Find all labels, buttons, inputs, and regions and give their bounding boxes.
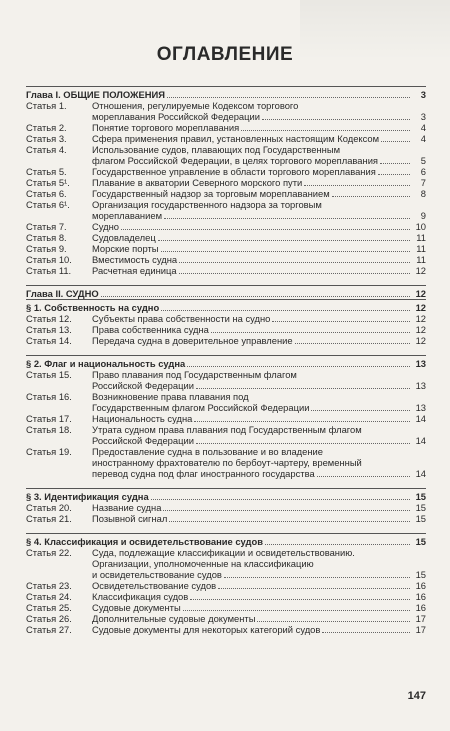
entry-title [92,380,412,391]
article-label: Статья 21. [26,513,72,524]
leader-dots [161,310,410,311]
entry-title [92,265,412,276]
entry-title-line: Классификация судов [92,591,189,602]
chapter-2-heading[interactable] [26,286,426,299]
leader-dots [381,141,410,142]
entry-title-line: Предоставление судна в пользование и во владение [92,446,323,457]
article-label: Статья 4. [26,144,67,155]
leader-dots [265,544,410,545]
entry-title [92,199,412,210]
entry-title-line: Расчетная единица [92,265,177,276]
leader-dots [378,174,410,175]
entry-title-line: Использование судов, плавающих под Государственным [92,144,341,155]
page-ref: 3 [420,89,426,100]
toc-entry[interactable] [26,446,426,457]
leader-dots [332,196,410,197]
article-label: Статья 19. [26,446,72,457]
entry-title [92,111,412,122]
toc-entry[interactable] [26,435,426,446]
entry-title-line: Государственным флагом Российской Федерации [92,402,310,413]
page-ref: 12 [415,313,426,324]
entry-title-line: Право плавания под Государственным флагом [92,369,297,380]
toc-entry[interactable] [26,558,426,569]
toc-entry[interactable] [26,580,426,591]
entry-title-line: мореплаванием [92,210,163,221]
toc-entry[interactable] [26,335,426,346]
leader-dots [218,588,410,589]
page-ref: 11 [416,254,426,265]
article-label: Статья 18. [26,424,72,435]
spacer [26,276,426,285]
page-ref: 14 [415,413,426,424]
leader-dots [158,240,410,241]
toc-entry[interactable] [26,369,426,380]
toc-entry[interactable] [26,144,426,155]
entry-title [92,369,412,380]
article-label: Статья 22. [26,547,72,558]
entry-title [92,188,412,199]
toc-entry[interactable] [26,155,426,166]
leader-dots [161,251,410,252]
toc-entry[interactable] [26,468,426,479]
entry-title [92,324,412,335]
leader-dots [317,476,410,477]
toc-entry[interactable] [26,243,426,254]
page-ref: 3 [420,111,426,122]
entry-title-line: Возникновение права плавания под [92,391,249,402]
leader-dots [179,273,410,274]
page-ref: 11 [416,243,426,254]
toc-entry[interactable] [26,166,426,177]
page-ref: 16 [415,591,426,602]
page-ref: 13 [415,358,426,369]
entry-title [92,435,412,446]
article-label: Статья 15. [26,369,72,380]
toc-entry[interactable] [26,402,426,413]
entry-title [92,402,412,413]
article-label: Статья 14. [26,335,72,346]
article-label: Статья 23. [26,580,72,591]
page-ref: 6 [420,166,426,177]
entry-title [92,166,412,177]
entry-title [92,254,412,265]
leader-dots [121,229,410,230]
article-label: Статья 24. [26,591,72,602]
entry-title-line: Организации, уполномоченные на классификацию [92,558,314,569]
page-ref: 5 [420,155,426,166]
section-1-heading[interactable] [26,300,426,313]
toc-entry[interactable] [26,221,426,232]
entry-title-line: Позывной сигнал [92,513,168,524]
article-label: Статья 13. [26,324,72,335]
toc-entry[interactable] [26,177,426,188]
entry-title-line: Судовладелец [92,232,156,243]
entry-title [92,391,412,402]
entry-title-line: Название судна [92,502,162,513]
article-label: Статья 20. [26,502,72,513]
entry-title-line: Понятие торгового мореплавания [92,122,240,133]
toc-entry[interactable] [26,324,426,335]
article-label: Статья 2. [26,122,67,133]
leader-dots [187,366,410,367]
entry-title-line: Российской Федерации [92,380,194,391]
page-ref: 16 [415,580,426,591]
toc-entry[interactable] [26,547,426,558]
entry-title-line: иностранному фрахтователю по бербоут-чартеру, временный [92,457,362,468]
article-label: Статья 12. [26,313,72,324]
page-number: 147 [407,690,426,702]
page-ref: 15 [415,491,426,502]
article-label: Статья 3. [26,133,67,144]
leader-dots [196,388,410,389]
chapter-1-heading[interactable] [26,87,426,100]
leader-dots [224,577,410,578]
entry-title-line: Государственный надзор за торговым мореплаванием [92,188,330,199]
toc-entry[interactable] [26,133,426,144]
page-ref: 14 [415,468,426,479]
toc-entry[interactable] [26,613,426,624]
entry-title-line: Вместимость судна [92,254,178,265]
entry-title [92,313,412,324]
toc-entry[interactable] [26,424,426,435]
article-label: Статья 5. [26,166,67,177]
leader-dots [262,119,410,120]
entry-title [92,133,412,144]
page-ref: 12 [415,335,426,346]
leader-dots [183,610,410,611]
page-title: ОГЛАВЛЕНИЕ [156,44,294,65]
leader-dots [194,421,410,422]
section-heading-text: § 3. Идентификация судна [26,491,149,502]
spacer [26,479,426,488]
entry-title [92,424,412,435]
entry-title-line: перевод судна под флаг иностранного государства [92,468,315,479]
toc-entry[interactable] [26,457,426,468]
toc-entry[interactable] [26,569,426,580]
entry-title [92,558,412,569]
toc-entry[interactable] [26,254,426,265]
leader-dots [304,185,410,186]
page-ref: 12 [415,265,426,276]
page-ref: 15 [415,536,426,547]
article-label: Статья 26. [26,613,72,624]
leader-dots [322,632,410,633]
entry-title-line: и освидетельствование судов [92,569,222,580]
article-label: Статья 9. [26,243,67,254]
section-heading-text: Глава I. ОБЩИЕ ПОЛОЖЕНИЯ [26,89,165,100]
entry-title [92,547,412,558]
entry-title [92,155,412,166]
leader-dots [257,621,410,622]
table-of-contents [26,86,426,635]
entry-title [92,243,412,254]
toc-entry[interactable] [26,591,426,602]
entry-title [92,413,412,424]
leader-dots [272,321,410,322]
entry-title [92,624,412,635]
entry-title-line: Права собственника судна [92,324,209,335]
entry-title-line: Судовые документы для некоторых категорий судов [92,624,321,635]
leader-dots [167,97,410,98]
spacer [26,524,426,533]
entry-title [92,580,412,591]
article-label: Статья 17. [26,413,72,424]
article-label: Статья 16. [26,391,72,402]
entry-title [92,457,412,468]
leader-dots [169,521,410,522]
section-2-heading[interactable] [26,356,426,369]
article-label: Статья 5¹. [26,177,70,188]
entry-title-line: мореплавания Российской Федерации [92,111,260,122]
page-ref: 11 [416,232,426,243]
toc-entry[interactable] [26,122,426,133]
page-ref: 13 [415,380,426,391]
toc-entry[interactable] [26,210,426,221]
entry-title-line: Государственное управление в области торгового мореплавания [92,166,376,177]
toc-entry[interactable] [26,313,426,324]
page-ref: 16 [415,602,426,613]
section-heading-text: Глава II. СУДНО [26,288,99,299]
article-label: Статья 8. [26,232,67,243]
page-ref: 12 [415,324,426,335]
entry-title-line: Передача судна в доверительное управление [92,335,293,346]
entry-title [92,468,412,479]
section-4-heading[interactable] [26,534,426,547]
leader-dots [151,499,410,500]
section-heading-text: § 4. Классификация и освидетельствование судов [26,536,263,547]
entry-title-line: Организация государственного надзора за торговым [92,199,322,210]
article-label: Статья 27. [26,624,72,635]
article-label: Статья 7. [26,221,67,232]
page-ref: 8 [420,188,426,199]
toc-entry[interactable] [26,413,426,424]
entry-title [92,569,412,580]
leader-dots [295,343,410,344]
toc-entry[interactable] [26,380,426,391]
entry-title [92,613,412,624]
page-ref: 12 [415,302,426,313]
page-ref: 10 [415,221,426,232]
entry-title-line: Плавание в акватории Северного морского пути [92,177,303,188]
entry-title [92,144,412,155]
entry-title-line: Освидетельствование судов [92,580,217,591]
page-ref: 15 [415,569,426,580]
entry-title-line: Дополнительные судовые документы [92,613,256,624]
toc-entry[interactable] [26,111,426,122]
article-label: Статья 10. [26,254,72,265]
entry-title [92,591,412,602]
leader-dots [179,262,410,263]
page-ref: 9 [420,210,426,221]
article-label: Статья 6. [26,188,67,199]
article-label: Статья 25. [26,602,72,613]
page-ref: 7 [420,177,426,188]
entry-title-line: Утрата судном права плавания под Государственным флагом [92,424,362,435]
leader-dots [164,218,410,219]
page-ref: 13 [415,402,426,413]
toc-entry[interactable] [26,624,426,635]
entry-title-line: Национальность судна [92,413,193,424]
entry-title [92,210,412,221]
toc-entry[interactable] [26,232,426,243]
page-ref: 12 [415,288,426,299]
toc-entry[interactable] [26,502,426,513]
entry-title-line: Суда, подлежащие классификации и освидетельствованию. [92,547,355,558]
entry-title [92,122,412,133]
entry-title-line: Отношения, регулируемые Кодексом торгового [92,100,299,111]
section-heading-text: § 2. Флаг и национальность судна [26,358,186,369]
toc-entry[interactable] [26,100,426,111]
page-ref: 15 [415,502,426,513]
entry-title-line: флагом Российской Федерации, в целях торгового мореплавания [92,155,379,166]
toc-entry[interactable] [26,199,426,210]
leader-dots [241,130,410,131]
entry-title [92,335,412,346]
entry-title [92,502,412,513]
toc-entry[interactable] [26,265,426,276]
section-3-heading[interactable] [26,489,426,502]
toc-entry[interactable] [26,602,426,613]
entry-title [92,446,412,457]
leader-dots [196,443,410,444]
page-ref: 4 [420,122,426,133]
leader-dots [211,332,410,333]
page-ref: 15 [415,513,426,524]
page-ref: 4 [420,133,426,144]
entry-title [92,232,412,243]
page-ref: 14 [415,435,426,446]
toc-entry[interactable] [26,391,426,402]
toc-entry[interactable] [26,188,426,199]
leader-dots [311,410,410,411]
entry-title [92,177,412,188]
article-label: Статья 1. [26,100,67,111]
entry-title [92,602,412,613]
entry-title-line: Российской Федерации [92,435,194,446]
toc-entry[interactable] [26,513,426,524]
entry-title-line: Судовые документы [92,602,181,613]
entry-title-line: Судно [92,221,120,232]
article-label: Статья 11. [26,265,72,276]
section-heading-text: § 1. Собственность на судно [26,302,160,313]
entry-title [92,221,412,232]
article-label: Статья 6¹. [26,199,70,210]
page-ref: 17 [415,624,426,635]
entry-title [92,100,412,111]
entry-title-line: Сфера применения правил, установленных настоящим Кодексом [92,133,380,144]
leader-dots [380,163,410,164]
entry-title-line: Морские порты [92,243,159,254]
leader-dots [101,296,410,297]
leader-dots [163,510,410,511]
spacer [26,346,426,355]
entry-title-line: Субъекты права собственности на судно [92,313,271,324]
entry-title [92,513,412,524]
leader-dots [190,599,410,600]
page-ref: 17 [415,613,426,624]
